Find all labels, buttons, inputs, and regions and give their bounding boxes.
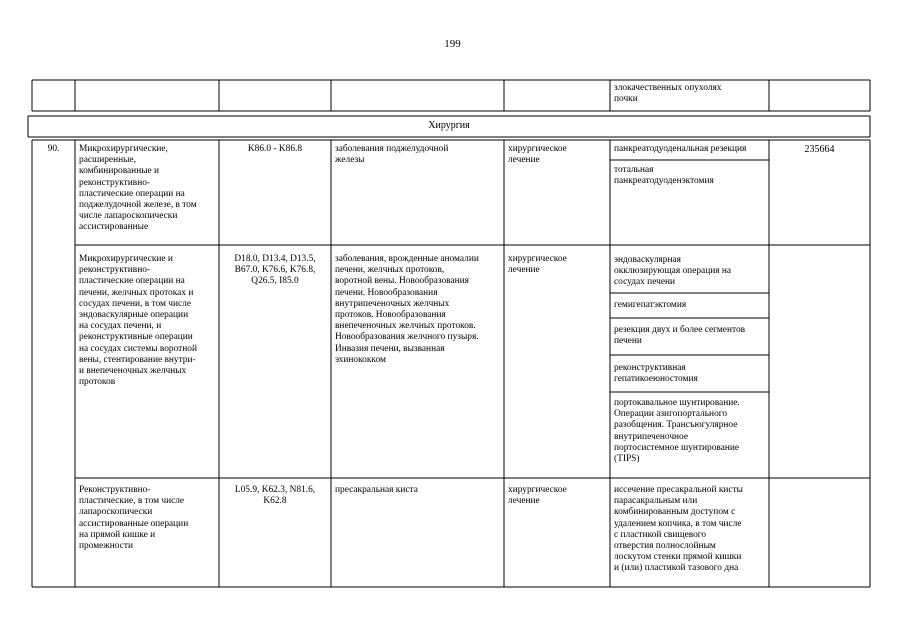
row2-name: Микрохирургические и реконструктивно- пластические операции на печени, желчных протоках и сосудах печени, в том числе эндоваскулярные операции на сосудах печени, и реконструктивные операции на сосудах системы воротной вены, стентирование внутри- и внепеченочных желчных протоков	[79, 254, 197, 388]
row1-codes: K86.0 - K86.8	[247, 144, 303, 154]
row2-method-2: гемигепатэктомия	[614, 300, 687, 310]
row3-method-1: иссечение пресакральной кисты парасакральным или комбинированным доступом с удалением копчика, в том числе с пластикой свищевого отверстия полнослойным лоскутом стенки прямой кишки и (или) пластикой тазового дна	[614, 485, 743, 574]
row3-disease: пресакральная киста	[335, 485, 418, 495]
row1-method-1: панкреатодуоденальная резекция	[614, 144, 747, 154]
row1-disease: заболевания поджелудочной железы	[335, 144, 449, 166]
row1-method-2: тотальная панкреатодуоденэктомия	[614, 165, 714, 187]
row2-method-5: портокавальное шунтирование. Операции азигопортального разобщения. Трансъюгулярное внутрипеченочное портосистемное шунтирование (TIPS)	[614, 398, 740, 465]
section-header: Хирургия	[428, 120, 470, 131]
page-number: 199	[444, 38, 461, 50]
top-row-method-tail: злокачественных опухолях почки	[614, 83, 722, 105]
row2-codes: D18.0, D13.4, D13.5, B67.0, K76.6, K76.8, Q26.5, I85.0	[234, 254, 316, 287]
row3-codes: L05.9, K62.3, N81.6, K62.8	[234, 485, 316, 507]
row2-treatment: хирургическое лечение	[508, 254, 567, 276]
row2-method-1: эндоваскулярная окклюзирующая операция на сосудах печени	[614, 255, 732, 288]
row-number: 90.	[47, 144, 60, 154]
row2-method-4: реконструктивная гепатикоеюностомия	[614, 363, 698, 385]
row1-cost: 235664	[804, 144, 835, 155]
row3-treatment: хирургическое лечение	[508, 485, 567, 507]
row2-method-3: резекция двух и более сегментов печени	[614, 325, 746, 347]
row3-name: Реконструктивно- пластические, в том числе лапароскопически ассистированные операции на прямой кишке и промежности	[79, 485, 189, 552]
row1-name: Микрохирургические, расширенные, комбинированные и реконструктивно- пластические операции на поджелудочной железе, в том числе лапароскопически ассистированные	[79, 144, 197, 233]
row1-treatment: хирургическое лечение	[508, 144, 567, 166]
row2-disease: заболевания, врожденные аномалии печени, желчных протоков, воротной вены. Новообразования печени. Новообразования внутрипеченочных желчных протоков. Новообразования внепеченочных желчных протоков. Новообразования желчного пузыря. Инвазия печени, вызванная эхинококком	[335, 254, 479, 365]
